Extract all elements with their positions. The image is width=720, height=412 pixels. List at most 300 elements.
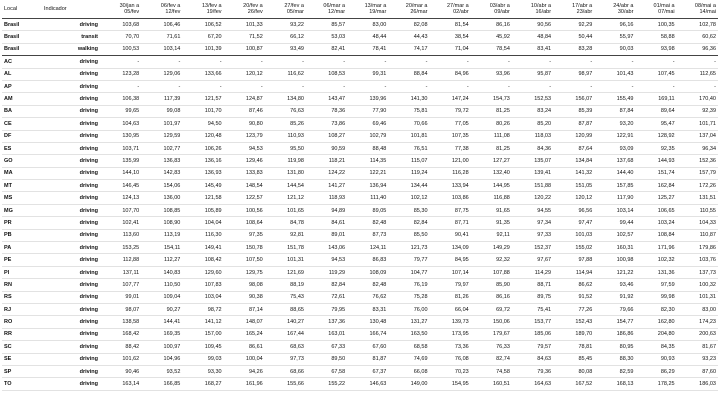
cell-value: 101,62 xyxy=(100,353,141,365)
header-period-line: 05/fev xyxy=(124,9,140,15)
cell-value: 93,98 xyxy=(635,43,676,55)
header-period-line: 10/abr a xyxy=(530,3,552,9)
cell-value: 69,46 xyxy=(347,118,388,130)
cell-value: 152,37 xyxy=(512,242,553,254)
cell-value: 79,57 xyxy=(512,341,553,353)
cell-value: 165,24 xyxy=(224,328,265,340)
cell-value: 89,64 xyxy=(635,105,676,117)
cell-value: 121,57 xyxy=(182,93,223,105)
cell-value: 106,26 xyxy=(182,142,223,154)
cell-value: 102,78 xyxy=(677,19,718,31)
cell-value: 153,25 xyxy=(100,242,141,254)
cell-indicator: driving xyxy=(42,242,100,254)
cell-value: 75,28 xyxy=(388,291,429,303)
cell-value: 136,16 xyxy=(182,155,223,167)
cell-value: 121,69 xyxy=(265,266,306,278)
cell-local: MS xyxy=(2,192,42,204)
cell-value: 101,70 xyxy=(182,105,223,117)
cell-value: 131,51 xyxy=(677,192,718,204)
table-row xyxy=(2,353,718,365)
cell-value: 100,32 xyxy=(677,279,718,291)
header-period-line: 27/mar a xyxy=(446,3,469,9)
cell-value: 84,36 xyxy=(512,142,553,154)
cell-value: 92,29 xyxy=(553,19,594,31)
cell-value: 128,92 xyxy=(635,130,676,142)
cell-value: 101,43 xyxy=(594,68,635,80)
cell-value: 97,34 xyxy=(512,217,553,229)
cell-value: - xyxy=(553,80,594,92)
cell-value: 122,91 xyxy=(594,130,635,142)
cell-value: 88,30 xyxy=(594,353,635,365)
cell-value: 103,04 xyxy=(182,291,223,303)
cell-value: 67,33 xyxy=(306,341,347,353)
header-period-line: 12/fev xyxy=(165,9,181,15)
header-period xyxy=(182,0,223,19)
cell-value: 154,77 xyxy=(594,316,635,328)
header-period-line: 19/fev xyxy=(206,9,222,15)
cell-value: - xyxy=(471,56,512,68)
cell-value: 84,61 xyxy=(306,217,347,229)
cell-value: 140,27 xyxy=(265,316,306,328)
cell-value: 115,07 xyxy=(388,155,429,167)
cell-value: - xyxy=(512,80,553,92)
cell-value: 148,54 xyxy=(224,180,265,192)
cell-value: 135,07 xyxy=(512,155,553,167)
cell-value: 200,63 xyxy=(677,328,718,340)
cell-value: 122,21 xyxy=(347,167,388,179)
cell-indicator: driving xyxy=(42,378,100,390)
cell-value: 100,87 xyxy=(224,43,265,55)
header-period-line: 02/abr xyxy=(453,9,469,15)
cell-value: 78,81 xyxy=(553,341,594,353)
cell-value: - xyxy=(430,80,471,92)
header-period-line: 24/abr a xyxy=(613,3,634,9)
cell-value: 122,57 xyxy=(224,192,265,204)
cell-local: Brasil xyxy=(2,19,42,31)
cell-value: 48,44 xyxy=(347,31,388,43)
header-period-line: 20/fev a xyxy=(243,3,263,9)
cell-value: 174,23 xyxy=(677,316,718,328)
cell-value: 98,08 xyxy=(224,279,265,291)
cell-value: 78,36 xyxy=(306,105,347,117)
cell-value: 104,04 xyxy=(182,217,223,229)
cell-value: 143,47 xyxy=(306,93,347,105)
cell-value: 79,97 xyxy=(430,279,471,291)
cell-value: 76,00 xyxy=(388,303,429,315)
cell-value: - xyxy=(471,80,512,92)
cell-value: 109,04 xyxy=(141,291,182,303)
cell-value: 82,84 xyxy=(388,217,429,229)
cell-value: 80,95 xyxy=(594,341,635,353)
cell-value: 87,14 xyxy=(224,303,265,315)
cell-value: 80,26 xyxy=(471,118,512,130)
cell-value: 76,63 xyxy=(265,105,306,117)
cell-value: 162,84 xyxy=(635,180,676,192)
cell-value: 107,70 xyxy=(100,204,141,216)
cell-value: 76,62 xyxy=(347,291,388,303)
header-period xyxy=(594,0,635,19)
cell-value: 135,99 xyxy=(100,155,141,167)
cell-value: 154,11 xyxy=(141,242,182,254)
cell-local: Brasil xyxy=(2,31,42,43)
cell-value: 121,12 xyxy=(265,192,306,204)
table-row xyxy=(2,56,718,68)
cell-value: 90,03 xyxy=(594,43,635,55)
cell-value: 94,53 xyxy=(224,142,265,154)
table-row xyxy=(2,254,718,266)
cell-value: 81,67 xyxy=(677,341,718,353)
cell-value: 147,24 xyxy=(430,93,471,105)
cell-value: 89,05 xyxy=(347,204,388,216)
cell-value: 107,83 xyxy=(182,279,223,291)
cell-value: 114,35 xyxy=(347,155,388,167)
header-period-line: 13/fev a xyxy=(201,3,222,9)
cell-value: 137,04 xyxy=(677,130,718,142)
header-period xyxy=(471,0,512,19)
cell-value: 144,41 xyxy=(141,316,182,328)
header-period-line: 13/mar a xyxy=(364,3,387,9)
cell-value: 84,96 xyxy=(430,68,471,80)
cell-value: 179,67 xyxy=(471,328,512,340)
cell-indicator: driving xyxy=(42,254,100,266)
cell-value: 155,66 xyxy=(265,378,306,390)
cell-value: 83,28 xyxy=(553,43,594,55)
cell-value: 136,83 xyxy=(141,155,182,167)
cell-value: 76,08 xyxy=(430,353,471,365)
cell-value: 106,52 xyxy=(182,19,223,31)
cell-value: 123,79 xyxy=(224,130,265,142)
cell-value: 131,80 xyxy=(265,167,306,179)
cell-value: - xyxy=(635,80,676,92)
cell-value: 81,25 xyxy=(471,105,512,117)
header-period-line: 20/mar a xyxy=(405,3,428,9)
cell-value: 143,06 xyxy=(306,242,347,254)
cell-value: 119,98 xyxy=(265,155,306,167)
cell-value: 103,24 xyxy=(635,217,676,229)
cell-local: AL xyxy=(2,68,42,80)
cell-value: 169,11 xyxy=(635,93,676,105)
cell-value: 151,05 xyxy=(553,180,594,192)
cell-value: 102,32 xyxy=(635,254,676,266)
cell-value: 102,77 xyxy=(141,142,182,154)
cell-value: 144,54 xyxy=(265,180,306,192)
header-indicador: Indicador xyxy=(42,0,100,19)
cell-value: 139,73 xyxy=(430,316,471,328)
cell-value: 133,66 xyxy=(182,68,223,80)
cell-value: 102,57 xyxy=(594,229,635,241)
cell-value: 96,16 xyxy=(594,19,635,31)
cell-value: 53,03 xyxy=(306,31,347,43)
cell-value: - xyxy=(100,80,141,92)
cell-value: 137,68 xyxy=(594,155,635,167)
cell-value: 82,08 xyxy=(388,19,429,31)
cell-value: 124,22 xyxy=(306,167,347,179)
cell-value: 101,39 xyxy=(182,43,223,55)
cell-value: 73,86 xyxy=(306,118,347,130)
cell-value: 167,52 xyxy=(553,378,594,390)
cell-value: 85,20 xyxy=(512,118,553,130)
cell-value: 88,65 xyxy=(265,303,306,315)
header-period xyxy=(677,0,718,19)
header-period xyxy=(635,0,676,19)
cell-value: 79,36 xyxy=(512,365,553,377)
header-period xyxy=(224,0,265,19)
cell-value: 101,81 xyxy=(388,130,429,142)
cell-value: 112,27 xyxy=(141,254,182,266)
cell-value: 124,13 xyxy=(100,192,141,204)
cell-value: 131,36 xyxy=(635,266,676,278)
cell-value: 137,36 xyxy=(306,316,347,328)
cell-value: 130,48 xyxy=(347,316,388,328)
cell-value: 93,96 xyxy=(471,68,512,80)
cell-value: 84,35 xyxy=(635,341,676,353)
cell-value: 86,29 xyxy=(635,365,676,377)
cell-value: 71,04 xyxy=(430,43,471,55)
cell-value: 77,05 xyxy=(430,118,471,130)
header-period-line: 16/abr xyxy=(535,9,552,15)
cell-value: 111,40 xyxy=(347,192,388,204)
cell-value: - xyxy=(594,56,635,68)
cell-value: 107,14 xyxy=(430,266,471,278)
cell-value: 81,25 xyxy=(471,142,512,154)
table-row xyxy=(2,341,718,353)
cell-value: 91,92 xyxy=(594,291,635,303)
cell-local: MG xyxy=(2,204,42,216)
cell-value: - xyxy=(100,56,141,68)
table-row xyxy=(2,31,718,43)
cell-value: 93,30 xyxy=(182,365,223,377)
table-body xyxy=(2,19,718,391)
cell-value: - xyxy=(388,80,429,92)
cell-value: 67,60 xyxy=(347,341,388,353)
cell-indicator: driving xyxy=(42,118,100,130)
cell-value: - xyxy=(347,56,388,68)
cell-value: 114,94 xyxy=(553,266,594,278)
table-row xyxy=(2,155,718,167)
cell-value: 77,38 xyxy=(430,142,471,154)
cell-value: 74,58 xyxy=(471,365,512,377)
cell-value: 86,62 xyxy=(553,279,594,291)
cell-value: 160,51 xyxy=(471,378,512,390)
cell-value: 130,95 xyxy=(100,130,141,142)
cell-value: - xyxy=(553,56,594,68)
cell-indicator: driving xyxy=(42,180,100,192)
cell-value: 144,10 xyxy=(100,167,141,179)
cell-indicator: driving xyxy=(42,93,100,105)
cell-value: 124,11 xyxy=(347,242,388,254)
cell-value: 93,20 xyxy=(594,118,635,130)
cell-value: 96,34 xyxy=(677,142,718,154)
cell-value: 110,93 xyxy=(265,130,306,142)
cell-value: 88,71 xyxy=(512,279,553,291)
cell-value: 96,56 xyxy=(553,204,594,216)
cell-local: PA xyxy=(2,242,42,254)
cell-value: 85,90 xyxy=(471,279,512,291)
cell-value: 93,46 xyxy=(594,279,635,291)
cell-value: 97,88 xyxy=(553,254,594,266)
cell-value: 111,08 xyxy=(471,130,512,142)
cell-value: 110,87 xyxy=(677,229,718,241)
cell-value: 96,36 xyxy=(677,43,718,55)
cell-value: 89,50 xyxy=(306,353,347,365)
cell-value: 89,75 xyxy=(512,291,553,303)
cell-value: 99,31 xyxy=(347,68,388,80)
cell-value: - xyxy=(141,56,182,68)
cell-value: 67,20 xyxy=(182,31,223,43)
header-period xyxy=(512,0,553,19)
cell-value: 172,26 xyxy=(677,180,718,192)
cell-value: 127,27 xyxy=(471,155,512,167)
cell-value: - xyxy=(265,80,306,92)
table-row xyxy=(2,217,718,229)
cell-value: 72,61 xyxy=(306,291,347,303)
cell-value: 140,83 xyxy=(141,266,182,278)
cell-value: 76,19 xyxy=(388,279,429,291)
cell-value: 161,96 xyxy=(224,378,265,390)
cell-value: 152,53 xyxy=(512,93,553,105)
cell-value: 145,49 xyxy=(182,180,223,192)
cell-local: SE xyxy=(2,353,42,365)
table-row xyxy=(2,316,718,328)
cell-value: 163,50 xyxy=(388,328,429,340)
cell-value: 95,47 xyxy=(635,118,676,130)
table-row xyxy=(2,130,718,142)
cell-value: 129,59 xyxy=(141,130,182,142)
cell-indicator: driving xyxy=(42,266,100,278)
cell-value: 186,86 xyxy=(594,328,635,340)
cell-value: 90,46 xyxy=(100,365,141,377)
cell-local: SC xyxy=(2,341,42,353)
cell-value: 144,95 xyxy=(471,180,512,192)
cell-value: 103,14 xyxy=(594,204,635,216)
cell-value: 87,73 xyxy=(347,229,388,241)
cell-value: 100,35 xyxy=(635,19,676,31)
cell-value: 131,27 xyxy=(388,316,429,328)
cell-value: 66,08 xyxy=(388,365,429,377)
cell-value: 93,49 xyxy=(265,43,306,55)
cell-value: 151,78 xyxy=(265,242,306,254)
cell-value: 81,54 xyxy=(430,19,471,31)
cell-value: - xyxy=(635,56,676,68)
cell-value: 99,03 xyxy=(182,353,223,365)
cell-value: 68,58 xyxy=(388,341,429,353)
cell-value: 108,42 xyxy=(182,254,223,266)
cell-value: 73,36 xyxy=(430,341,471,353)
cell-local: SP xyxy=(2,365,42,377)
cell-value: 124,87 xyxy=(224,93,265,105)
cell-value: 133,83 xyxy=(224,167,265,179)
cell-value: 153,77 xyxy=(512,316,553,328)
table-row xyxy=(2,118,718,130)
cell-local: MA xyxy=(2,167,42,179)
cell-value: 146,63 xyxy=(347,378,388,390)
cell-value: 121,22 xyxy=(594,266,635,278)
cell-value: 106,38 xyxy=(100,93,141,105)
cell-value: - xyxy=(306,80,347,92)
cell-value: 99,01 xyxy=(100,291,141,303)
cell-value: 84,95 xyxy=(430,254,471,266)
cell-value: 134,84 xyxy=(553,155,594,167)
cell-value: 108,84 xyxy=(635,229,676,241)
cell-value: 112,65 xyxy=(677,68,718,80)
cell-value: 75,43 xyxy=(265,291,306,303)
header-period xyxy=(388,0,429,19)
cell-value: 129,46 xyxy=(224,155,265,167)
cell-value: 79,72 xyxy=(430,105,471,117)
cell-value: 107,50 xyxy=(224,254,265,266)
cell-value: 166,74 xyxy=(347,328,388,340)
header-period-line: 12/mar xyxy=(328,9,346,15)
cell-value: 100,56 xyxy=(224,204,265,216)
cell-value: 108,64 xyxy=(224,217,265,229)
cell-value: 116,28 xyxy=(430,167,471,179)
cell-value: 92,11 xyxy=(471,229,512,241)
cell-value: 141,30 xyxy=(388,93,429,105)
cell-value: - xyxy=(182,80,223,92)
cell-local: PE xyxy=(2,254,42,266)
cell-value: 76,33 xyxy=(471,341,512,353)
cell-value: 155,49 xyxy=(594,93,635,105)
cell-value: 117,90 xyxy=(594,192,635,204)
cell-value: 114,29 xyxy=(512,266,553,278)
cell-value: 81,87 xyxy=(347,353,388,365)
cell-value: 144,40 xyxy=(594,167,635,179)
cell-value: 108,27 xyxy=(306,130,347,142)
table-row xyxy=(2,105,718,117)
cell-value: 75,41 xyxy=(512,303,553,315)
header-period xyxy=(100,0,141,19)
cell-value: 70,66 xyxy=(388,118,429,130)
cell-value: 156,07 xyxy=(553,93,594,105)
cell-local: RR xyxy=(2,328,42,340)
cell-value: 85,50 xyxy=(388,229,429,241)
cell-value: - xyxy=(306,56,347,68)
cell-value: 79,77 xyxy=(388,254,429,266)
cell-value: 189,70 xyxy=(553,328,594,340)
cell-indicator: driving xyxy=(42,229,100,241)
cell-value: 120,48 xyxy=(182,130,223,142)
cell-indicator: transit xyxy=(42,31,100,43)
cell-value: 120,12 xyxy=(224,68,265,80)
cell-value: 99,44 xyxy=(594,217,635,229)
cell-value: 132,40 xyxy=(471,167,512,179)
cell-value: 90,80 xyxy=(224,118,265,130)
cell-local: MT xyxy=(2,180,42,192)
table-row xyxy=(2,68,718,80)
cell-value: 103,68 xyxy=(100,19,141,31)
cell-value: 168,13 xyxy=(594,378,635,390)
cell-value: 87,60 xyxy=(677,365,718,377)
cell-value: 120,99 xyxy=(553,130,594,142)
header-period-line: 27/fev a xyxy=(284,3,304,9)
header-period-line: 26/fev xyxy=(247,9,263,15)
cell-value: 87,84 xyxy=(594,105,635,117)
cell-local: AC xyxy=(2,56,42,68)
table-row xyxy=(2,279,718,291)
cell-value: 92,81 xyxy=(265,229,306,241)
cell-value: 70,70 xyxy=(100,31,141,43)
cell-value: 104,77 xyxy=(388,266,429,278)
cell-value: 82,48 xyxy=(347,279,388,291)
cell-indicator: driving xyxy=(42,341,100,353)
table-row xyxy=(2,142,718,154)
cell-value: 166,85 xyxy=(141,378,182,390)
cell-value: 108,90 xyxy=(141,217,182,229)
cell-indicator: driving xyxy=(42,204,100,216)
cell-indicator: driving xyxy=(42,105,100,117)
cell-value: 102,12 xyxy=(388,192,429,204)
cell-indicator: driving xyxy=(42,353,100,365)
